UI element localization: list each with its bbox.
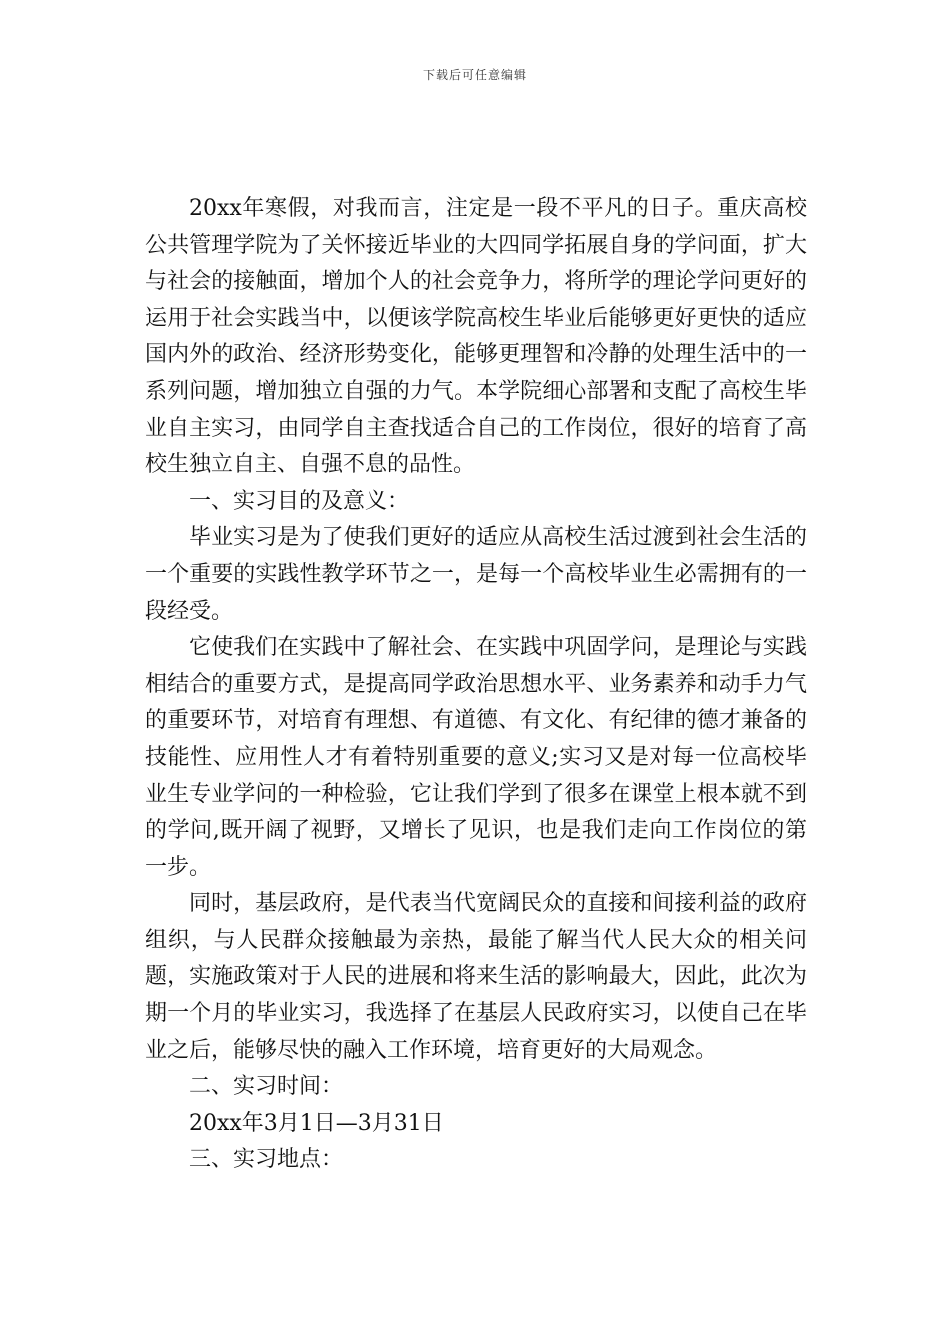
paragraph-intro: 20xx年寒假，对我而言，注定是一段不平凡的日子。重庆高校公共管理学院为了关怀接近毕业的大四同学拓展自身的学问面，扩大与社会的接触面，增加个人的社会竞争力，将所学的理论学问更好的运用于社会实践当中，以便该学院高校生毕业后能够更好更快的适应国内外的政治、经济形势变化，能够更理智和冷静的处理生活中的一系列问题，增加独立自强的力气。本学院细心部署和支配了高校生毕业自主实习，由同学自主查找适合自己的工作岗位，很好的培育了高校生独立自主、自强不息的品性。 (145, 196, 807, 478)
section-heading-location: 三、实习地点： (189, 1147, 344, 1173)
paragraph-purpose-2: 它使我们在实践中了解社会、在实践中巩固学问，是理论与实践相结合的重要方式，是提高同学政治思想水平、业务素养和动手力气的重要环节，对培育有理想、有道德、有文化、有纪律的德才兼备的技能性、应用性人才有着特别重要的意义;实习又是对每一位高校毕业生专业学问的一种检验，它让我们学到了很多在课堂上根本就不到的学问,既开阔了视野，又增长了见识，也是我们走向工作岗位的第一步。 (145, 635, 807, 880)
document-body (145, 191, 807, 1179)
paragraph-time: 20xx年3月1日—3月31日 (189, 1110, 444, 1136)
paragraph-purpose-1: 毕业实习是为了使我们更好的适应从高校生活过渡到社会生活的一个重要的实践性教学环节之一，是每一个高校毕业生必需拥有的一段经受。 (145, 525, 807, 624)
paragraph-purpose-3: 同时，基层政府，是代表当代宽阔民众的直接和间接利益的政府组织，与人民群众接触最为亲热，最能了解当代人民大众的相关问题，实施政策对于人民的进展和将来生活的影响最大，因此，此次为期一个月的毕业实习，我选择了在基层人民政府实习，以使自己在毕业之后，能够尽快的融入工作环境，培育更好的大局观念。 (145, 891, 807, 1063)
page-header: 下载后可任意编辑 (422, 68, 527, 82)
section-heading-time: 二、实习时间： (189, 1074, 344, 1100)
section-heading-purpose: 一、实习目的及意义： (189, 488, 410, 514)
